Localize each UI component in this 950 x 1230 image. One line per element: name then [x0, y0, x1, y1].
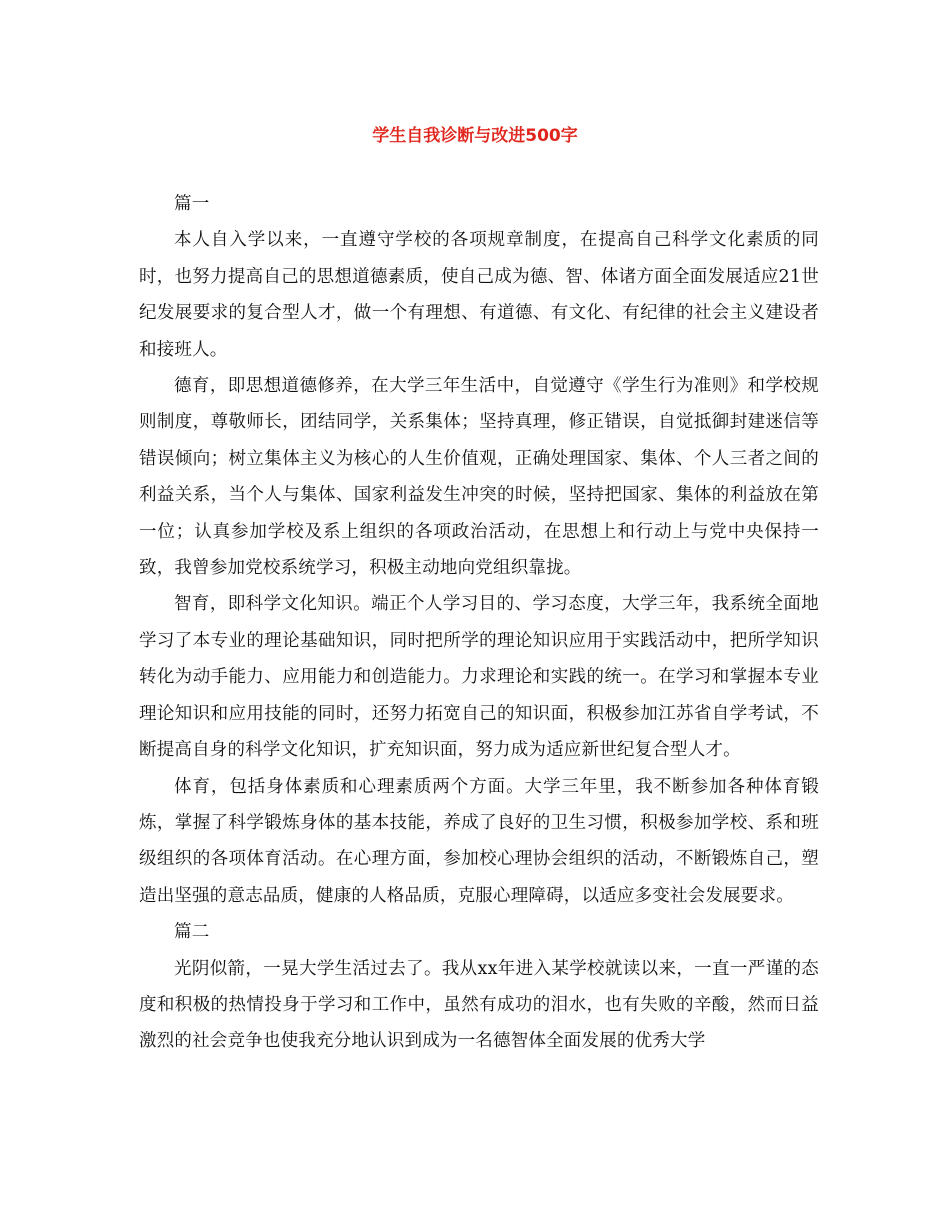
paragraph: 本人自入学以来，一直遵守学校的各项规章制度，在提高自己科学文化素质的同时，也努力提高自己的思想道德素质，使自己成为德、智、体诸方面全面发展适应21世纪发展要求的复合型人才，做一个有理想、有道德、有文化、有纪律的社会主义建设者和接班人。: [139, 230, 819, 360]
paragraph: 德育，即思想道德修养，在大学三年生活中，自觉遵守《学生行为准则》和学校规则制度，尊敬师长，团结同学，关系集体；坚持真理，修正错误，自觉抵御封建迷信等错误倾向；树立集体主义为核心的人生价值观，正确处理国家、集体、个人三者之间的利益关系，当个人与集体、国家利益发生冲突的时候，坚持把国家、集体的利益放在第一位；认真参加学校及系上组织的各项政治活动，在思想上和行动上与党中央保持一致，我曾参加党校系统学习，积极主动地向党组织靠拢。: [139, 376, 819, 579]
section-heading-2: 篇二: [174, 922, 210, 943]
paragraph: 光阴似箭，一晃大学生活过去了。我从xx年进入某学校就读以来，一直一严谨的态度和积极的热情投身于学习和工作中，虽然有成功的泪水，也有失败的辛酸，然而日益激烈的社会竞争也使我充分地认识到成为一名德智体全面发展的优秀大学: [139, 958, 819, 1052]
paragraph: 体育，包括身体素质和心理素质两个方面。大学三年里，我不断参加各种体育锻炼，掌握了科学锻炼身体的基本技能，养成了良好的卫生习惯，积极参加学校、系和班级组织的各项体育活动。在心理方面，参加校心理协会组织的活动，不断锻炼自己，塑造出坚强的意志品质，健康的人格品质，克服心理障碍，以适应多变社会发展要求。: [139, 776, 819, 906]
document-body: [139, 186, 819, 1060]
section-heading-1: 篇一: [174, 194, 210, 214]
page-title: 学生自我诊断与改进500字: [372, 126, 578, 146]
paragraph: 智育，即科学文化知识。端正个人学习目的、学习态度，大学三年，我系统全面地学习了本专业的理论基础知识，同时把所学的理论知识应用于实践活动中，把所学知识转化为动手能力、应用能力和创造能力。力求理论和实践的统一。在学习和掌握本专业理论知识和应用技能的同时，还努力拓宽自己的知识面，积极参加江苏省自学考试，不断提高自身的科学文化知识，扩充知识面，努力成为适应新世纪复合型人才。: [139, 594, 819, 761]
